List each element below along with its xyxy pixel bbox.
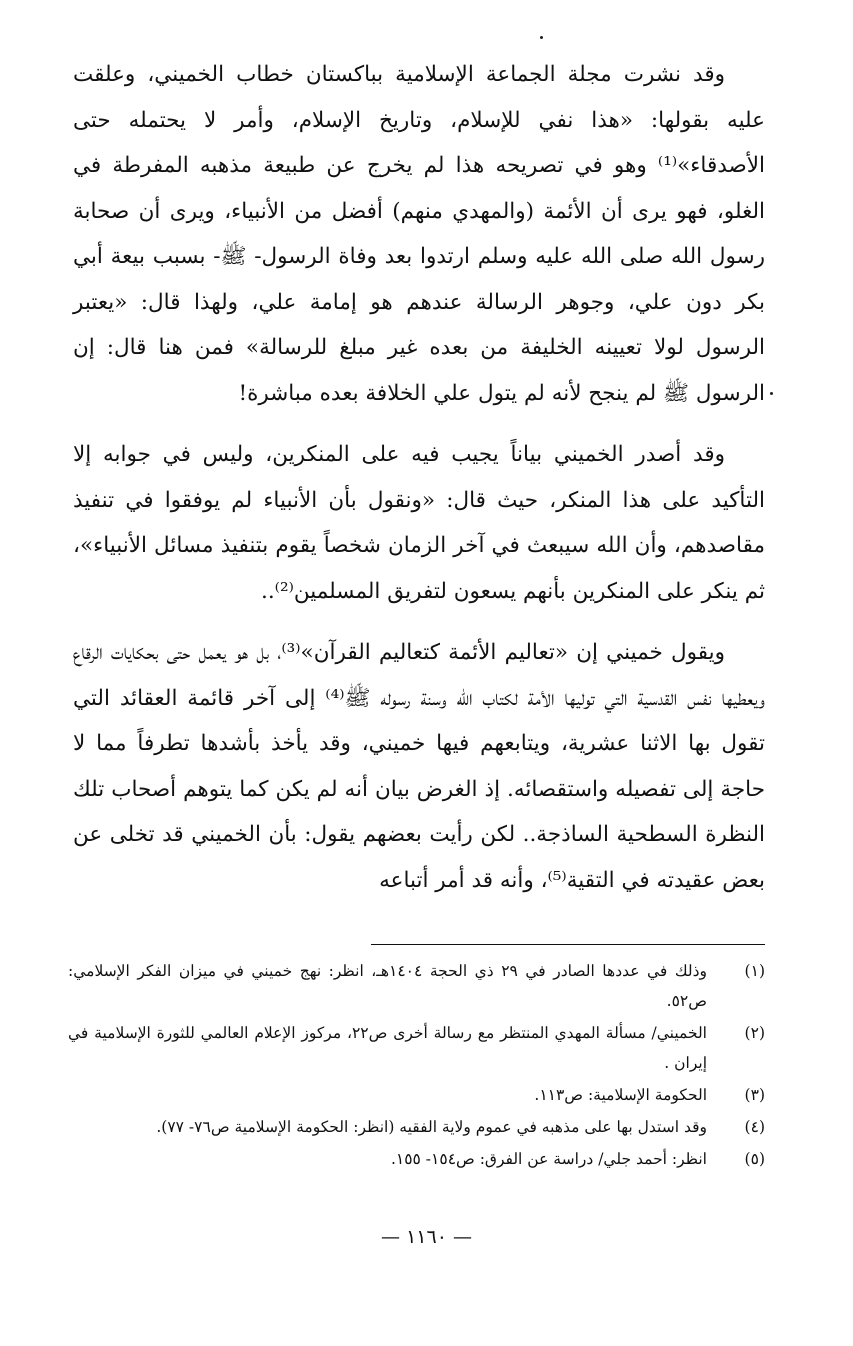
footnote-text: وذلك في عددها الصادر في ٢٩ ذي الحجة ١٤٠٤هـ، انظر: نهج خميني في ميزان الفكر الإسلامي: ص٥٢. xyxy=(68,962,707,1010)
paragraph: وقد أصدر الخميني بياناً يجيب فيه على المنكرين، وليس في جوابه إلا التأكيد على هذا المنكر، حيث قال: «ونقول بأن الأنبياء لم يوفقوا في تنفيذ مقاصدهم، وأن الله سيبعث في آخر الزمان شخصاً يقوم بتنفيذ مسائل الأنبياء»، ثم ينكر على المنكرين بأنهم يسعون لتفريق المسلمين⁽²⁾.. xyxy=(73,442,765,604)
scan-speck xyxy=(540,36,543,39)
footnote-text: الحكومة الإسلامية: ص١١٣. xyxy=(534,1086,707,1104)
footnote-number: (١) xyxy=(744,962,765,980)
scan-speck xyxy=(770,392,773,395)
footnotes-list xyxy=(68,956,765,1176)
footnote-number: (٥) xyxy=(744,1150,765,1168)
paragraph: ويقول خميني إن «تعاليم الأئمة كتعاليم القرآن»⁽³⁾، بل هو يعمل حتى بحكايات الرقاع ويعطيها نفس القدسية التي توليها الأمة لكتاب الله وسنة رسوله ﷺ⁽⁴⁾ إلى آخر قائمة العقائد التي تقول بها الاثنا عشرية، ويتابعهم فيها خميني، وقد يأخذ بأشدها تطرفاً مما لا حاجة إلى تفصيله واستقصائه. إذ الغرض بيان أنه لم يكن كما يتوهم أصحاب تلك النظرة السطحية الساذجة.. لكن رأيت بعضهم يقول: بأن الخميني قد تخلى عن بعض عقيدته في التقية⁽⁵⁾، وأنه قد أمر أتباعه xyxy=(73,640,765,893)
page-number: — ١١٦٠ — xyxy=(381,1226,472,1248)
footnote-item xyxy=(68,1080,765,1110)
footnote-item xyxy=(68,1018,765,1078)
footnote-item xyxy=(68,956,765,1016)
main-text xyxy=(73,52,765,903)
footnote-text: الخميني/ مسألة المهدي المنتظر مع رسالة أخرى ص٢٢، مركوز الإعلام العالمي للثورة الإسلامية في إيران . xyxy=(68,1024,707,1072)
footnote-item xyxy=(68,1144,765,1174)
footnote-number: (٣) xyxy=(744,1086,765,1104)
footnote-item xyxy=(68,1112,765,1142)
paragraph: وقد نشرت مجلة الجماعة الإسلامية بباكستان خطاب الخميني، وعلقت عليه بقولها: «هذا نفي للإسلام، وتاريخ الإسلام، وأمر لا يحتمله حتى الأصدقاء»⁽¹⁾ وهو في تصريحه هذا لم يخرج عن طبيعة مذهبه المفرطة في الغلو، فهو يرى أن الأئمة (والمهدي منهم) أفضل من الأنبياء، ويرى أن صحابة رسول الله صلى الله عليه وسلم ارتدوا بعد وفاة الرسول- ﷺ- بسبب بيعة أبي بكر دون علي، وجوهر الرسالة عندهم هو إمامة علي، ولهذا قال: «يعتبر الرسول لولا تعيينه الخليفة من بعده غير مبلغ للرسالة» فمن هنا قال: إن الرسول ﷺ لم ينجح لأنه لم يتول علي الخلافة بعده مباشرة! xyxy=(73,62,765,406)
footnote-number: (٢) xyxy=(744,1024,765,1042)
footnote-text: وقد استدل بها على مذهبه في عموم ولاية الفقيه (انظر: الحكومة الإسلامية ص٧٦- ٧٧). xyxy=(156,1118,707,1136)
footnote-text: انظر: أحمد جلي/ دراسة عن الفرق: ص١٥٤- ١٥٥. xyxy=(390,1150,707,1168)
footnote-divider xyxy=(371,944,765,945)
footnote-number: (٤) xyxy=(744,1118,765,1136)
